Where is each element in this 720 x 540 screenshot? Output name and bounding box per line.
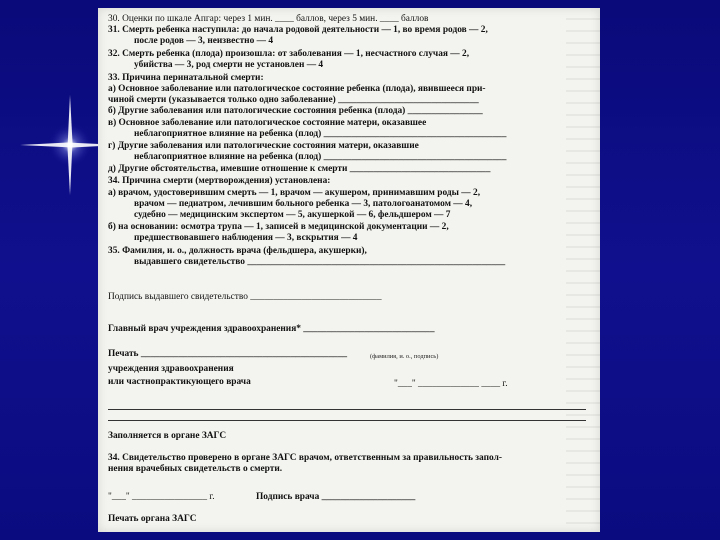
divider-1 [108,409,586,410]
zags-date: "___" ________________ г. [108,492,215,502]
item-33a: а) Основное заболевание или патологическое состояние ребенка (плода), явившееся при- [108,84,486,94]
item-34a-cont-2: судебно — медицинским экспертом — 5, акушеркой — 6, фельдшером — 7 [134,210,451,220]
item-33b: б) Другие заболевания или патологические состояния ребенка (плода) ________________ [108,106,483,116]
item-33v-cont: неблагоприятное влияние на ребенка (плод) _______________________________________ [134,129,507,139]
issuer-signature: Подпись выдавшего свидетельство ____________________________ [108,292,382,302]
item-34b-cont: предшествовавшего наблюдения — 3, вскрытия — 4 [134,233,358,243]
doctor-signature: Подпись врача ____________________ [256,492,416,502]
chief-physician: Главный врач учреждения здравоохранения* ____________________________ [108,324,435,334]
zags-verification-cont: нения врачебных свидетельств о смерти. [108,464,283,474]
item-35: 35. Фамилия, и. о., должность врача (фельдшера, акушерки), [108,246,367,256]
item-32-death-manner-cont: убийства — 3, род смерти не установлен — 4 [134,60,324,70]
item-35-cont: выдавшего свидетельство _______________________________________________________ [134,257,506,267]
item-34a-cont-1: врачом — педиатром, лечившим больного ребенка — 3, патологоанатомом — 4, [134,199,473,209]
item-31-death-timing-cont: после родов — 3, неизвестно — 4 [134,36,274,46]
item-33g: г) Другие заболевания или патологические состояния матери, оказавшие [108,141,419,151]
stamp-private-practice: или частнопрактикующего врача [108,377,251,387]
item-32-death-manner: 32. Смерть ребенка (плода) произошла: от заболевания — 1, несчастного случая — 2, [108,49,470,59]
document-page [98,8,600,532]
name-signature-caption: (фамилия, и. о., подпись) [370,353,439,360]
stamp-label: Печать ____________________________________________ [108,349,348,359]
item-33-heading: 33. Причина перинатальной смерти: [108,73,264,83]
zags-verification: 34. Свидетельство проверено в органе ЗАГС врачом, ответственным за правильность запол- [108,453,502,463]
item-34a: а) врачом, удостоверившим смерть — 1, врачом — акушером, принимавшим роды — 2, [108,188,481,198]
item-30-apgar: 30. Оценки по шкале Апгар: через 1 мин. ____ баллов, через 5 мин. ____ баллов [108,14,429,24]
divider-2 [108,420,586,421]
item-31-death-timing: 31. Смерть ребенка наступила: до начала родовой деятельности — 1, во время родов — 2, [108,25,488,35]
date-field: "___" _____________ ____ г. [394,379,508,389]
item-33v: в) Основное заболевание или патологическое состояние матери, оказавшее [108,118,427,128]
item-34b: б) на основании: осмотра трупа — 1, записей в медицинской документации — 2, [108,222,449,232]
item-33a-cont: чиной смерти (указывается только одно заболевание) ______________________________ [108,95,479,105]
zags-stamp: Печать органа ЗАГС [108,514,197,524]
item-33g-cont: неблагоприятное влияние на ребенка (плод) _______________________________________ [134,152,507,162]
item-34-heading: 34. Причина смерти (мертворождения) установлена: [108,176,331,186]
item-33d: д) Другие обстоятельства, имевшие отношение к смерти ______________________________ [108,164,491,174]
stamp-institution: учреждения здравоохранения [108,364,234,374]
zags-heading: Заполняется в органе ЗАГС [108,431,227,441]
